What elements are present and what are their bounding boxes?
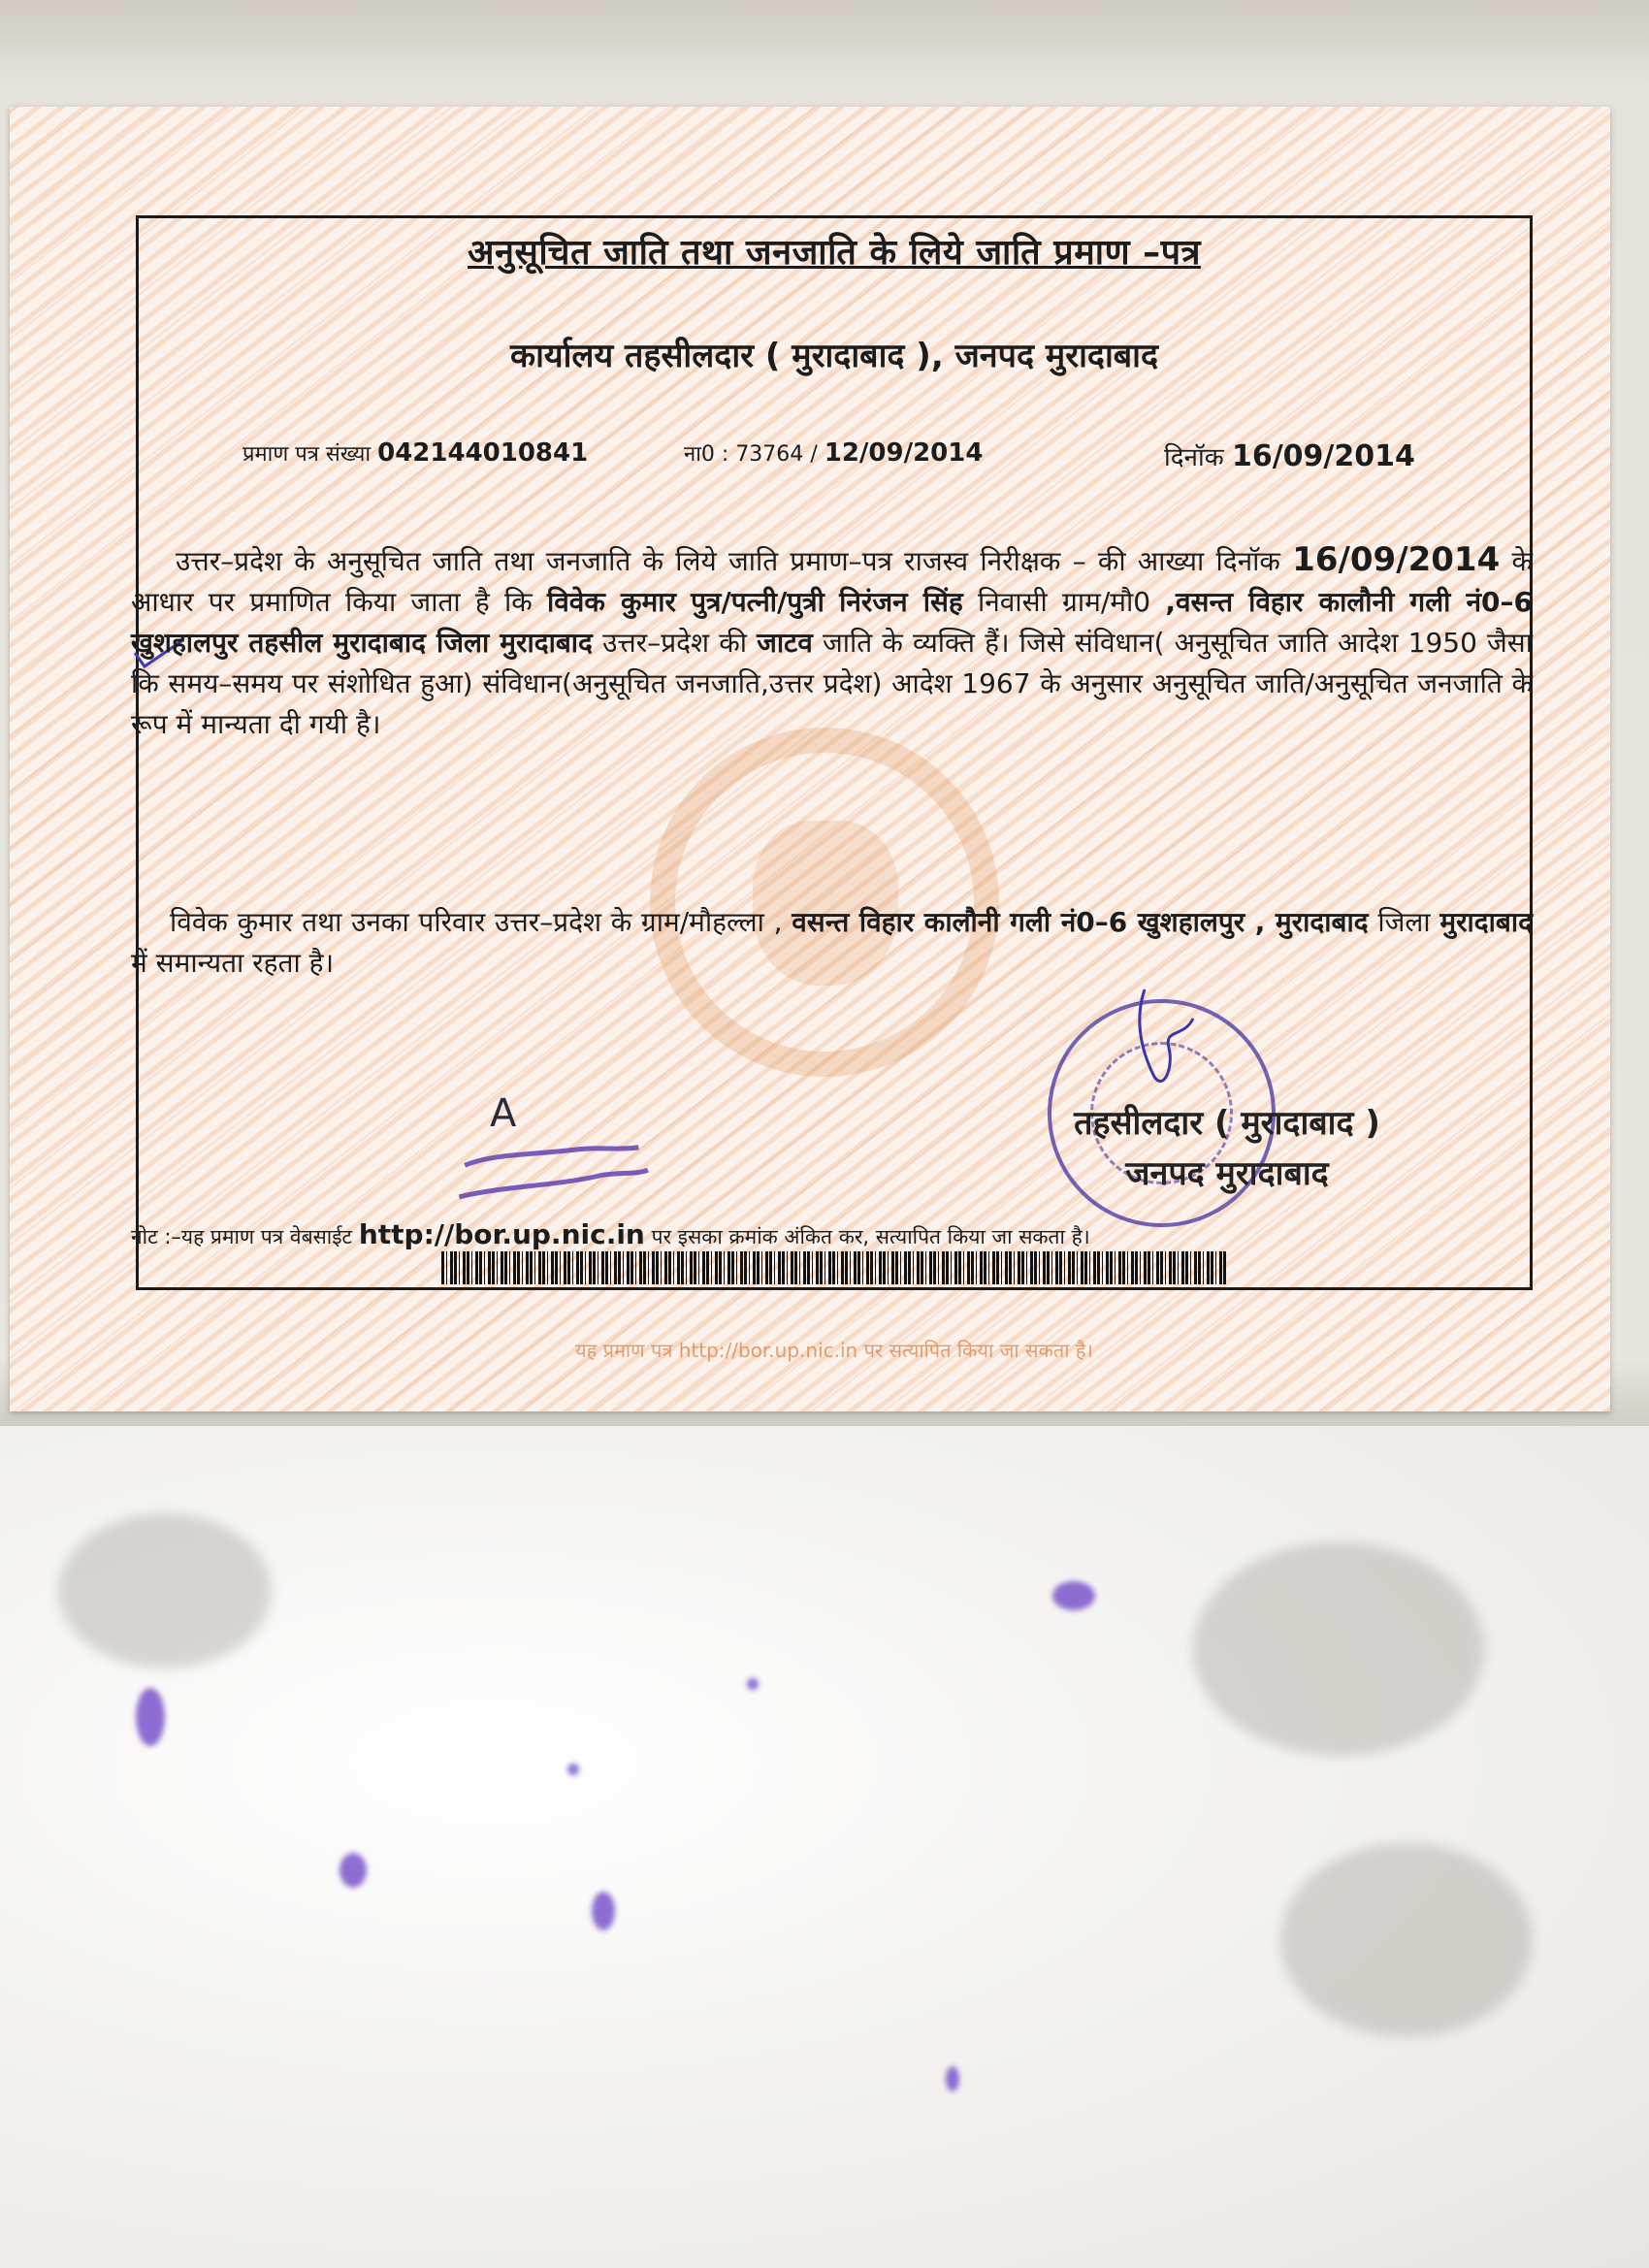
certification-paragraph [131, 539, 1533, 745]
issue-date-value: 16/09/2014 [1231, 439, 1415, 473]
barcode [441, 1251, 1227, 1284]
report-date: 16/09/2014 [1292, 540, 1501, 579]
note-suffix: पर इसका क्रमांक अंकित कर, सत्यापित किया जा सकता है। [651, 1225, 1090, 1248]
application-date: 12/09/2014 [824, 438, 984, 468]
state-text: उत्तर–प्रदेश की [602, 627, 747, 659]
district-name: मुरादाबाद [1439, 906, 1534, 938]
handwritten-initial: A [490, 1091, 517, 1136]
smudge [1280, 1843, 1533, 2037]
district-label: जिला [1377, 906, 1431, 938]
residence-label: निवासी ग्राम/मौ0 [978, 586, 1151, 618]
constitution-text: जाति के व्यक्ति हैं। जिसे संविधान( अनुसूचित जाति आदेश 1950 जैसा कि समय–समय पर संशोधित हुआ) संविधान(अनुसूचित जनजाति,उत्तर प्रदेश) आदेश 1967 के अनुसार अनुसूचित जाति/अनुसूचित जनजाति के रूप में मान्यता दी गयी है। [131, 627, 1533, 740]
application-reference [684, 438, 983, 468]
applicant-name: विवेक कुमार [546, 586, 676, 618]
verification-note [131, 1218, 1090, 1250]
scan-background-bottom [0, 1426, 1649, 2268]
father-name: निरंजन सिंह [839, 586, 963, 618]
footer-verification-note: यह प्रमाण पत्र http://bor.up.nic.in पर सत्यापित किया जा सकता है। [575, 1339, 1093, 1362]
signatory-designation: तहसीलदार ( मुरादाबाद ) [1074, 1104, 1380, 1143]
certificate-number [242, 438, 588, 468]
para2-closing: में समान्यता रहता है। [131, 947, 335, 979]
residence-paragraph [131, 902, 1533, 984]
ink-spot [946, 2066, 959, 2091]
application-number: 73764 [735, 442, 804, 467]
application-separator: / [810, 442, 818, 467]
ink-spot [340, 1853, 367, 1888]
ink-spot [1052, 1581, 1095, 1610]
para1-intro: उत्तर–प्रदेश के अनुसूचित जाति तथा जनजाति के लिये जाति प्रमाण–पत्र राजस्व निरीक्षक – की आख्या दिनॉक [176, 545, 1280, 577]
certificate-number-label: प्रमाण पत्र संख्या [242, 442, 372, 467]
para1-basis: के आधार पर प्रमाणित किया जाता है कि [131, 545, 1533, 618]
issue-date [1164, 438, 1415, 473]
applicant-address: ,वसन्त विहार कालौनी गली नं0–6 खुशहालपुर तहसील मुरादाबाद जिला मुरादाबाद [131, 586, 1534, 659]
signatory-block [999, 1098, 1455, 1199]
verification-url[interactable]: http://bor.up.nic.in [358, 1218, 645, 1250]
ink-spot [136, 1688, 165, 1746]
para2-intro: विवेक कुमार तथा उनका परिवार उत्तर–प्रदेश के ग्राम/मौहल्ला , [170, 906, 783, 938]
clerk-stamp [454, 1133, 652, 1215]
relation-label: पुत्र/पत्नी/पुत्री [691, 586, 824, 618]
officer-signature [1116, 980, 1203, 1106]
office-heading: कार्यालय तहसीलदार ( मुरादाबाद ), जनपद मुरादाबाद [509, 337, 1159, 375]
smudge [1193, 1542, 1484, 1756]
caste-name: जाटव [757, 627, 813, 659]
certificate-number-value: 042144010841 [377, 438, 589, 468]
ink-spot [592, 1892, 615, 1930]
ink-spot [747, 1678, 759, 1690]
signatory-district: जनपद मुरादाबाद [1125, 1154, 1329, 1193]
certificate-title: अनुसूचित जाति तथा जनजाति के लिये जाति प्रमाण –पत्र [468, 233, 1201, 273]
residence-address: वसन्त विहार कालौनी गली नं0–6 खुशहालपुर , मुरादाबाद [792, 906, 1369, 938]
ink-spot [567, 1764, 579, 1775]
smudge [58, 1513, 272, 1669]
note-prefix: नोट :–यह प्रमाण पत्र वेबसाईट [131, 1225, 353, 1248]
application-label: ना0 : [684, 442, 729, 467]
issue-date-label: दिनॉक [1164, 443, 1224, 472]
